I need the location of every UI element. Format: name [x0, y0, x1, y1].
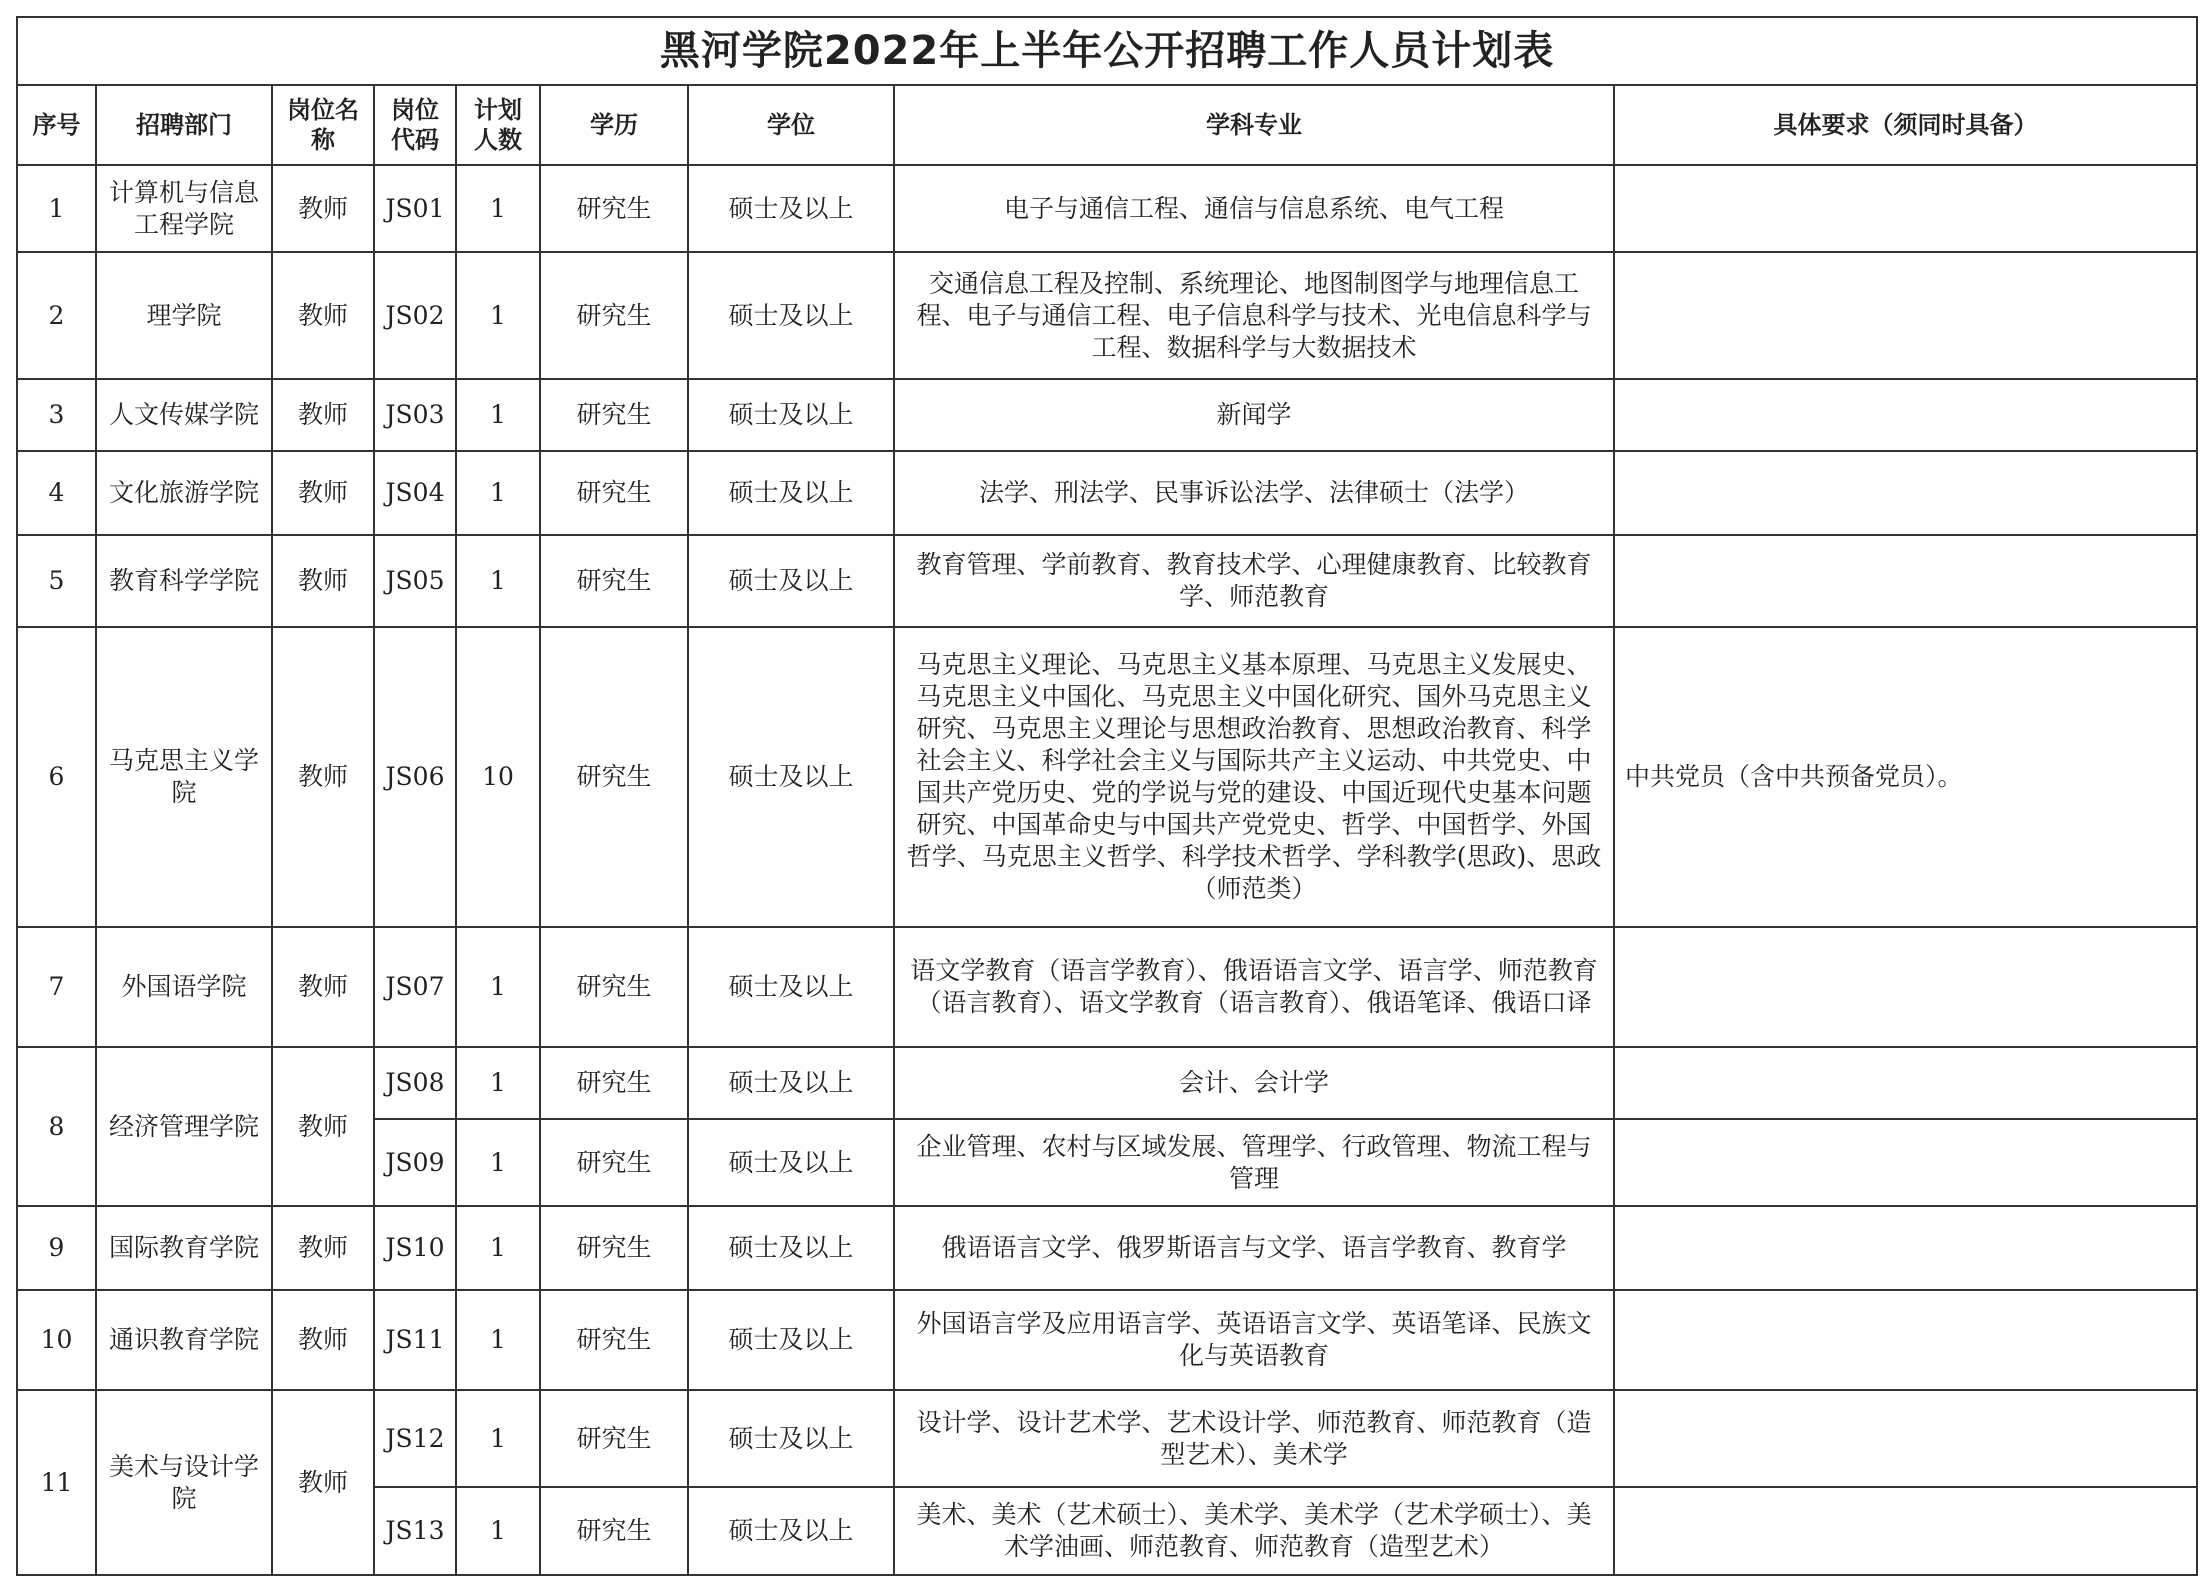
cell-requirements: [1614, 535, 2197, 627]
cell-degree: 硕士及以上: [688, 165, 894, 252]
cell-degree: 硕士及以上: [688, 1487, 894, 1575]
cell-count: 1: [456, 451, 540, 535]
cell-major: 教育管理、学前教育、教育技术学、心理健康教育、比较教育学、师范教育: [894, 535, 1614, 627]
cell-degree: 硕士及以上: [688, 1390, 894, 1487]
cell-dept: 马克思主义学院: [96, 627, 272, 927]
cell-count: 1: [456, 535, 540, 627]
cell-major: 马克思主义理论、马克思主义基本原理、马克思主义发展史、马克思主义中国化、马克思主义中国化研究、国外马克思主义研究、马克思主义理论与思想政治教育、思想政治教育、科学社会主义、科学社会主义与国际共产主义运动、中共党史、中国共产党历史、党的学说与党的建设、中国近现代史基本问题研究、中国革命史与中国共产党党史、哲学、中国哲学、外国哲学、马克思主义哲学、科学技术哲学、学科教学(思政)、思政（师范类）: [894, 627, 1614, 927]
cell-code: JS09: [374, 1119, 456, 1206]
cell-code: JS11: [374, 1290, 456, 1390]
cell-education: 研究生: [540, 1206, 688, 1290]
cell-degree: 硕士及以上: [688, 1047, 894, 1119]
cell-requirements: [1614, 1119, 2197, 1206]
cell-requirements: 中共党员（含中共预备党员）。: [1614, 627, 2197, 927]
cell-education: 研究生: [540, 252, 688, 379]
cell-education: 研究生: [540, 165, 688, 252]
header-row: [17, 85, 2197, 165]
cell-post: 教师: [272, 1047, 374, 1206]
cell-degree: 硕士及以上: [688, 379, 894, 451]
cell-degree: 硕士及以上: [688, 1206, 894, 1290]
cell-education: 研究生: [540, 1290, 688, 1390]
cell-count: 1: [456, 1047, 540, 1119]
cell-requirements: [1614, 165, 2197, 252]
cell-post: 教师: [272, 379, 374, 451]
cell-major: 外国语言学及应用语言学、英语语言文学、英语笔译、民族文化与英语教育: [894, 1290, 1614, 1390]
cell-requirements: [1614, 379, 2197, 451]
cell-major: 法学、刑法学、民事诉讼法学、法律硕士（法学）: [894, 451, 1614, 535]
cell-seq: 6: [17, 627, 96, 927]
table-row: [17, 1390, 2197, 1487]
cell-education: 研究生: [540, 1487, 688, 1575]
header-education: 学历: [540, 85, 688, 165]
cell-seq: 3: [17, 379, 96, 451]
cell-requirements: [1614, 1206, 2197, 1290]
cell-seq: 11: [17, 1390, 96, 1575]
header-major: 学科专业: [894, 85, 1614, 165]
cell-code: JS12: [374, 1390, 456, 1487]
page-title: 黑河学院2022年上半年公开招聘工作人员计划表: [17, 17, 2197, 85]
cell-major: 企业管理、农村与区域发展、管理学、行政管理、物流工程与管理: [894, 1119, 1614, 1206]
cell-major: 交通信息工程及控制、系统理论、地图制图学与地理信息工程、电子与通信工程、电子信息科学与技术、光电信息科学与工程、数据科学与大数据技术: [894, 252, 1614, 379]
cell-major: 新闻学: [894, 379, 1614, 451]
table-row: [17, 1290, 2197, 1390]
cell-post: 教师: [272, 252, 374, 379]
cell-post: 教师: [272, 1390, 374, 1575]
cell-seq: 8: [17, 1047, 96, 1206]
cell-dept: 外国语学院: [96, 927, 272, 1047]
table-row: [17, 165, 2197, 252]
cell-code: JS07: [374, 927, 456, 1047]
cell-count: 1: [456, 1487, 540, 1575]
cell-education: 研究生: [540, 927, 688, 1047]
cell-count: 1: [456, 1206, 540, 1290]
cell-requirements: [1614, 1390, 2197, 1487]
header-seq: 序号: [17, 85, 96, 165]
cell-degree: 硕士及以上: [688, 1290, 894, 1390]
cell-education: 研究生: [540, 1119, 688, 1206]
cell-count: 1: [456, 165, 540, 252]
cell-count: 1: [456, 379, 540, 451]
cell-dept: 文化旅游学院: [96, 451, 272, 535]
cell-dept: 人文传媒学院: [96, 379, 272, 451]
header-post-name: 岗位名称: [272, 85, 374, 165]
cell-code: JS04: [374, 451, 456, 535]
cell-education: 研究生: [540, 451, 688, 535]
cell-count: 1: [456, 252, 540, 379]
cell-education: 研究生: [540, 379, 688, 451]
table-row: [17, 252, 2197, 379]
cell-code: JS02: [374, 252, 456, 379]
cell-seq: 2: [17, 252, 96, 379]
cell-requirements: [1614, 1047, 2197, 1119]
cell-code: JS13: [374, 1487, 456, 1575]
header-requirements: 具体要求（须同时具备）: [1614, 85, 2197, 165]
recruitment-plan-sheet: [16, 16, 2196, 1576]
cell-education: 研究生: [540, 535, 688, 627]
header-degree: 学位: [688, 85, 894, 165]
cell-dept: 教育科学学院: [96, 535, 272, 627]
cell-degree: 硕士及以上: [688, 1119, 894, 1206]
table-row: [17, 535, 2197, 627]
cell-dept: 经济管理学院: [96, 1047, 272, 1206]
cell-code: JS01: [374, 165, 456, 252]
header-count: 计划人数: [456, 85, 540, 165]
cell-dept: 国际教育学院: [96, 1206, 272, 1290]
cell-requirements: [1614, 1487, 2197, 1575]
cell-major: 美术、美术（艺术硕士）、美术学、美术学（艺术学硕士）、美术学油画、师范教育、师范教育（造型艺术）: [894, 1487, 1614, 1575]
cell-dept: 通识教育学院: [96, 1290, 272, 1390]
cell-post: 教师: [272, 1290, 374, 1390]
table-row: [17, 927, 2197, 1047]
cell-post: 教师: [272, 927, 374, 1047]
cell-degree: 硕士及以上: [688, 451, 894, 535]
cell-count: 1: [456, 1290, 540, 1390]
cell-requirements: [1614, 1290, 2197, 1390]
cell-post: 教师: [272, 627, 374, 927]
cell-major: 电子与通信工程、通信与信息系统、电气工程: [894, 165, 1614, 252]
cell-seq: 1: [17, 165, 96, 252]
table-row: [17, 1047, 2197, 1119]
cell-code: JS03: [374, 379, 456, 451]
cell-seq: 4: [17, 451, 96, 535]
cell-code: JS05: [374, 535, 456, 627]
cell-post: 教师: [272, 165, 374, 252]
table-row: [17, 379, 2197, 451]
cell-requirements: [1614, 927, 2197, 1047]
cell-count: 10: [456, 627, 540, 927]
table-row: [17, 451, 2197, 535]
cell-post: 教师: [272, 1206, 374, 1290]
cell-code: JS06: [374, 627, 456, 927]
cell-requirements: [1614, 252, 2197, 379]
cell-seq: 7: [17, 927, 96, 1047]
cell-count: 1: [456, 1390, 540, 1487]
cell-degree: 硕士及以上: [688, 627, 894, 927]
cell-code: JS10: [374, 1206, 456, 1290]
cell-major: 会计、会计学: [894, 1047, 1614, 1119]
cell-degree: 硕士及以上: [688, 927, 894, 1047]
cell-major: 俄语语言文学、俄罗斯语言与文学、语言学教育、教育学: [894, 1206, 1614, 1290]
cell-count: 1: [456, 1119, 540, 1206]
cell-major: 语文学教育（语言学教育）、俄语语言文学、语言学、师范教育（语言教育）、语文学教育（语言教育）、俄语笔译、俄语口译: [894, 927, 1614, 1047]
cell-degree: 硕士及以上: [688, 535, 894, 627]
cell-seq: 9: [17, 1206, 96, 1290]
cell-major: 设计学、设计艺术学、艺术设计学、师范教育、师范教育（造型艺术）、美术学: [894, 1390, 1614, 1487]
cell-dept: 理学院: [96, 252, 272, 379]
table-row: [17, 627, 2197, 927]
header-post-code: 岗位代码: [374, 85, 456, 165]
cell-post: 教师: [272, 535, 374, 627]
recruitment-plan-table: [16, 16, 2198, 1576]
cell-degree: 硕士及以上: [688, 252, 894, 379]
cell-seq: 5: [17, 535, 96, 627]
cell-dept: 计算机与信息工程学院: [96, 165, 272, 252]
cell-education: 研究生: [540, 1390, 688, 1487]
cell-count: 1: [456, 927, 540, 1047]
cell-code: JS08: [374, 1047, 456, 1119]
cell-dept: 美术与设计学院: [96, 1390, 272, 1575]
cell-post: 教师: [272, 451, 374, 535]
cell-education: 研究生: [540, 627, 688, 927]
cell-requirements: [1614, 451, 2197, 535]
header-dept: 招聘部门: [96, 85, 272, 165]
cell-education: 研究生: [540, 1047, 688, 1119]
cell-seq: 10: [17, 1290, 96, 1390]
table-row: [17, 1206, 2197, 1290]
